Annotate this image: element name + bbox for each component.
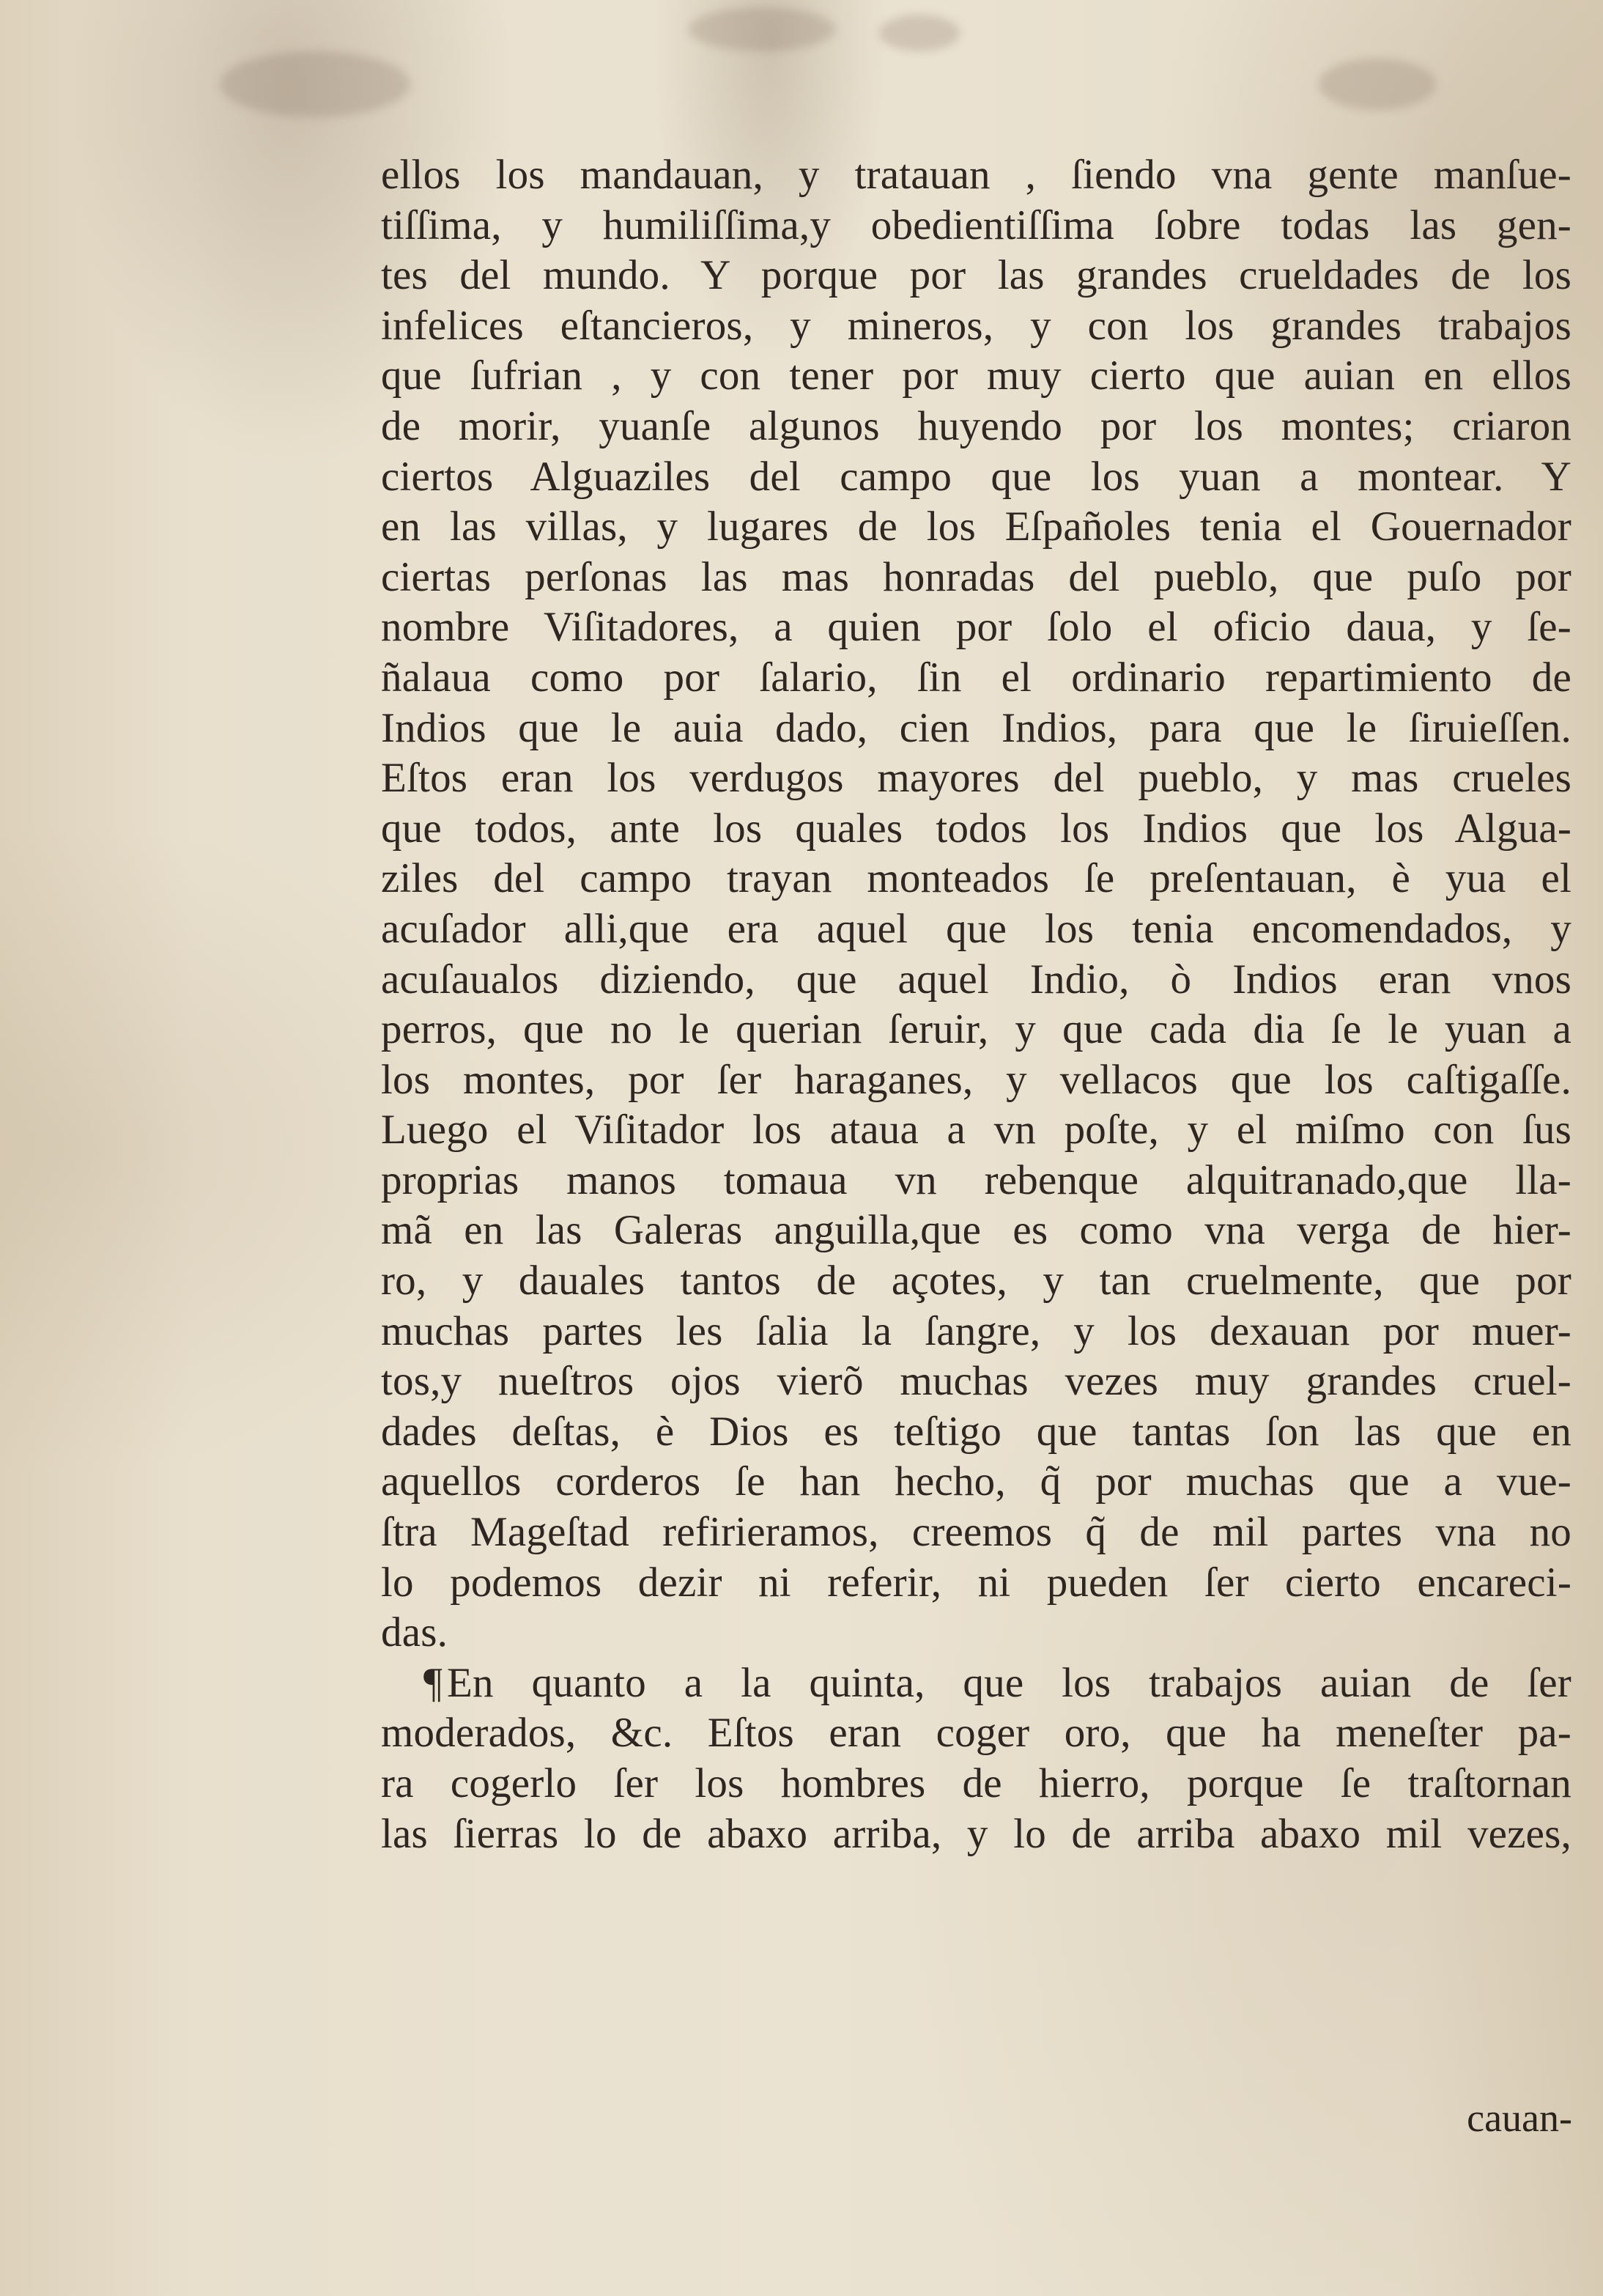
text-line: Indios que le auia dado, cien Indios, para que le ſiruieſſen. (381, 704, 1571, 751)
text-line: las ſierras lo de abaxo arriba, y lo de arriba abaxo mil vezes, (381, 1810, 1571, 1857)
text-line: moderados, &c. Eſtos eran coger oro, que ha meneſter pa- (381, 1710, 1571, 1757)
text-line: acuſador alli,que era aquel que los tenia encomendados, y (381, 905, 1571, 952)
paper-stain (220, 51, 410, 117)
text-line: perros, que no le querian ſeruir, y que cada dia ſe le yuan a (381, 1006, 1571, 1053)
text-line: en las villas, y lugares de los Eſpañoles tenia el Gouernador (381, 503, 1571, 550)
text-line: que todos, ante los quales todos los Indios que los Algua- (381, 805, 1571, 852)
text-line: infelices eſtancieros, y mineros, y con los grandes trabajos (381, 302, 1571, 349)
text-line: tiſſima, y humiliſſima,y obedientiſſima ſobre todas las gen- (381, 202, 1571, 248)
text-line: los montes, por ſer haraganes, y vellacos que los caſtigaſſe. (381, 1056, 1571, 1103)
paper-stain (1319, 59, 1436, 110)
pilcrow-icon: ¶ (423, 1659, 443, 1706)
text-line: nombre Viſitadores, a quien por ſolo el oficio daua, y ſe- (381, 604, 1571, 651)
text-line: tes del mundo. Y porque por las grandes crueldades de los (381, 252, 1571, 299)
text-line: Luego el Viſitador los ataua a vn poſte, y el miſmo con ſus (381, 1107, 1571, 1153)
text-line: ziles del campo trayan monteados ſe preſentauan, è yua el (381, 855, 1571, 902)
text-line: aquellos corderos ſe han hecho, q̃ por muchas que a vue- (381, 1458, 1571, 1505)
text-line: acuſaualos diziendo, que aquel Indio, ò Indios eran vnos (381, 956, 1571, 1003)
text-line: muchas partes les ſalia la ſangre, y los dexauan por muer- (381, 1307, 1571, 1354)
text-line: lo podemos dezir ni referir, ni pueden ſer cierto encareci- (381, 1559, 1571, 1606)
paragraph-first-text: En quanto a la quinta, que los trabajos auian de ſer (447, 1659, 1571, 1706)
text-line: tos,y nueſtros ojos vierõ muchas vezes muy grandes cruel- (381, 1358, 1571, 1405)
text-line: ñalaua como por ſalario, ſin el ordinario repartimiento de (381, 654, 1571, 701)
text-line: de morir, yuanſe algunos huyendo por los montes; criaron (381, 402, 1571, 449)
text-line: Eſtos eran los verdugos mayores del pueblo, y mas crueles (381, 755, 1571, 802)
paper-stain (879, 15, 960, 51)
text-line: mã en las Galeras anguilla,que es como vna verga de hier- (381, 1207, 1571, 1254)
text-line: ra cogerlo ſer los hombres de hierro, porque ſe traſtornan (381, 1760, 1571, 1806)
paragraph-start-line (381, 1658, 1571, 1709)
text-line: ſtra Mageſtad refirieramos, creemos q̃ de mil partes vna no (381, 1509, 1571, 1556)
text-line: ciertas perſonas las mas honradas del pueblo, que puſo por (381, 553, 1571, 600)
text-line: das. (381, 1609, 448, 1656)
text-line: ellos los mandauan, y tratauan , ſiendo vna gente manſue- (381, 152, 1571, 198)
text-line: dades deſtas, è Dios es teſtigo que tantas ſon las que en (381, 1408, 1571, 1455)
text-line: que ſufrian , y con tener por muy cierto que auian en ellos (381, 352, 1571, 399)
text-line: ro, y dauales tantos de açotes, y tan cruelmente, que por (381, 1258, 1571, 1304)
text-line: proprias manos tomaua vn rebenque alquitranado,que lla- (381, 1156, 1571, 1203)
catchword: cauan- (1467, 2096, 1572, 2140)
body-text (381, 150, 1571, 1859)
text-line: ciertos Alguaziles del campo que los yuan a montear. Y (381, 453, 1571, 500)
paper-stain (689, 7, 835, 51)
